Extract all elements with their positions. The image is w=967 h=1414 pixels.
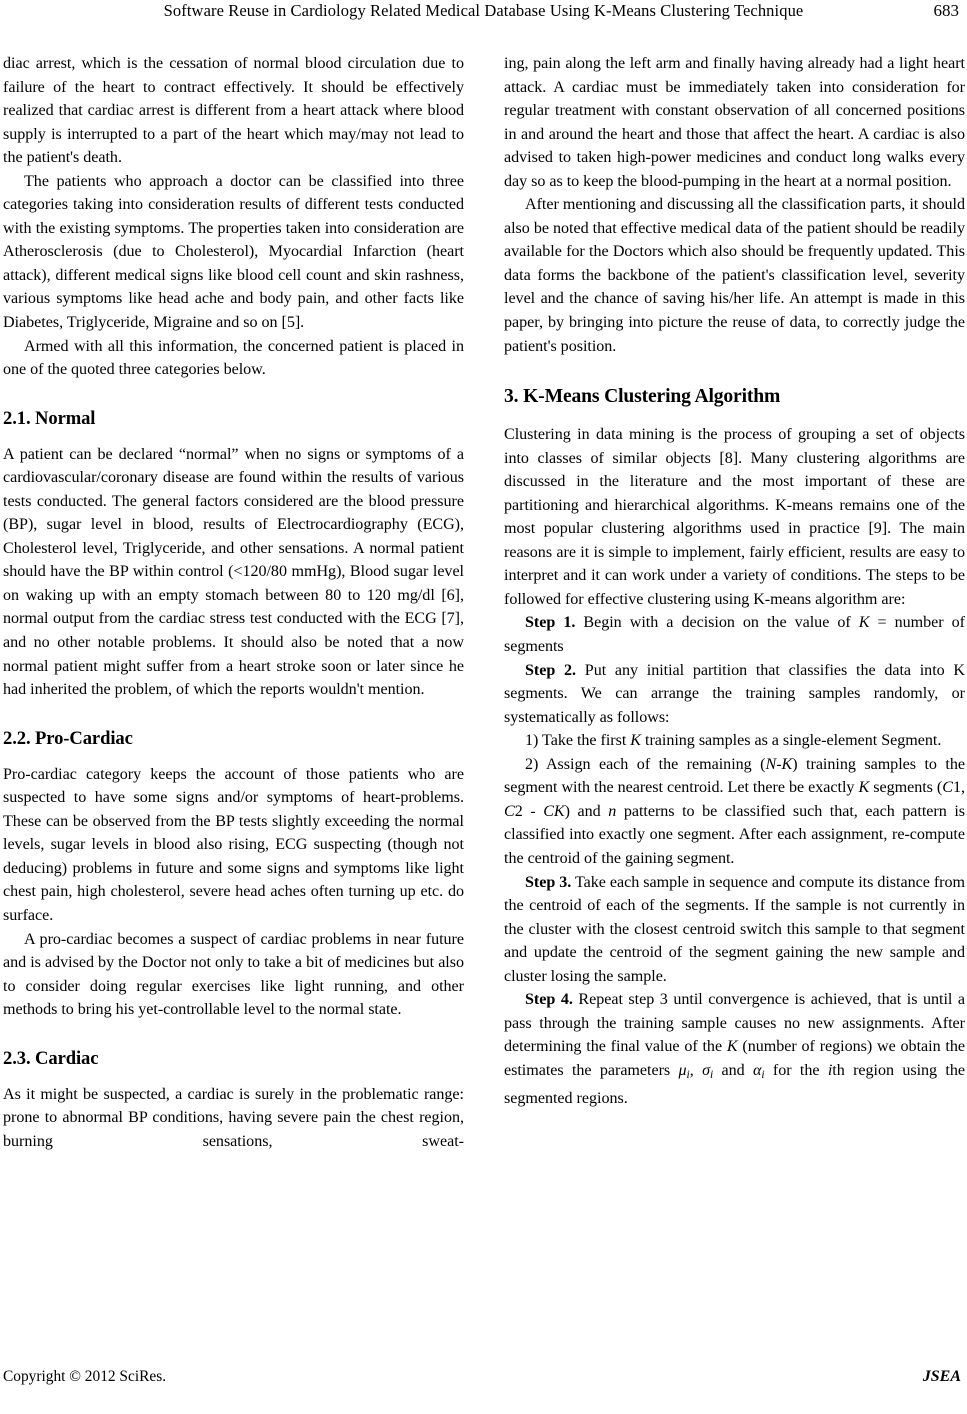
spacer <box>504 358 965 385</box>
paragraph-cardiac-continued: ing, pain along the left arm and finally having already had a light heart attack. A cardiac must be immediately taken into consideration for regular treatment with constant observation of all concerned positions in and around the heart and those that affect the heart. A cardiac is also advised to taken high-power medicines and conduct long walks every day so as to keep the blood-pumping in the heart at a normal position. <box>504 55 965 190</box>
paragraph-cardiac-description: As it might be suspected, a cardiac is surely in the problematic range: prone to abnormal BP conditions, having severe pain the chest region, burning sensations, sweat- <box>3 1085 464 1150</box>
paragraph-step-3 <box>504 871 965 989</box>
paragraph-step-4 <box>504 988 965 1110</box>
step-1-text-b: = number of segments <box>504 614 966 656</box>
left-column <box>3 52 464 1177</box>
step-4-subscript-i-3: i <box>761 1068 765 1082</box>
paragraph-step-1 <box>504 611 965 658</box>
paragraph-cardiac-arrest-continued: diac arrest, which is the cessation of normal blood circulation due to failure of the heart to contract effectively. It should be effectively realized that cardiac arrest is different from a heart attack where blood supply is interrupted to a part of the heart which may/may not lead to the patient's death. <box>3 55 464 167</box>
spacer <box>504 409 965 423</box>
step-2-text: Put any initial partition that classifies the data into K segments. We can arrange the training samples randomly, or systematically as follows: <box>504 661 965 726</box>
step-4-subscript-i-2: i <box>709 1068 714 1082</box>
step-3-text: Take each sample in sequence and compute its distance from the centroid of each of the segments. If the sample is not currently in the cluster with the closest centroid switch this sample to that segment and update the centroid of the segment gaining the new sample and cluster losing the sample. <box>504 873 965 985</box>
spacer <box>3 750 464 763</box>
right-column <box>504 52 965 1177</box>
step-1-variable-k: K <box>858 614 870 632</box>
step-4-symbol-sigma: σ <box>702 1061 710 1079</box>
paragraph-armed-with-information: Armed with all this information, the concerned patient is placed in one of the quoted three categories below. <box>3 337 464 379</box>
paragraph-clustering-intro: Clustering in data mining is the process of grouping a set of objects into classes of similar objects [8]. Many clustering algorithms are discussed in the literature and the most important of these are partitioning and hierarchical algorithms. K-means remains one of the most popular clustering algorithms used in practice [9]. The main reasons are it is simple to implement, fairly efficient, results are easy to interpret and it can work under a variety of conditions. The steps to be followed for effective clustering using K-means algorithm are: <box>504 426 965 608</box>
spacer <box>3 1022 464 1047</box>
step-4-text-c: for the <box>764 1061 828 1079</box>
heading-2-2-pro-cardiac: 2.2. Pro-Cardiac <box>3 727 133 749</box>
paragraph-pro-cardiac-description: Pro-cardiac category keeps the account of those patients who are suspected to have some signs and/or symptoms of heart-problems. These can be observed from the BP tests slightly exceeding the normal levels, sugar levels in blood also rising, ECG suspecting (though not deducing) problems in future and some signs and symptoms like light chest pain, high cholesterol, severe head aches often turning up etc. do surface. <box>3 765 464 924</box>
substep-2-text-c: segments ( <box>869 779 943 797</box>
substep-2-text-a: 2) Assign each of the remaining ( <box>525 755 766 773</box>
heading-2-3-cardiac: 2.3. Cardiac <box>3 1047 99 1069</box>
spacer <box>3 1070 464 1083</box>
paragraph-step-2 <box>504 659 965 730</box>
step-4-text-a: Repeat step 3 until convergence is achieved, that is until a pass through the training sample causes no new assignments. After determining the final value of the <box>504 991 965 1056</box>
paragraph-substep-2 <box>504 753 965 871</box>
step-2-label: Step 2. <box>525 661 577 679</box>
running-head-title: Software Reuse in Cardiology Related Medical Database Using K-Means Clustering Technique <box>163 1 804 20</box>
paragraph-pro-cardiac-advice: A pro-cardiac becomes a suspect of cardiac problems in near future and is advised by the Doctor not only to take a bit of medicines but also to consider doing regular exercises like light running, and other methods to bring his yet-controllable level to the normal state. <box>3 930 464 1019</box>
step-4-conjunction: and <box>713 1061 753 1079</box>
substep-2-variable-ck: CK <box>543 802 565 820</box>
step-4-text-b: (number of regions) we obtain the estimates the parameters <box>504 1038 965 1079</box>
substep-1-variable-k: K <box>630 732 642 750</box>
step-4-variable-k: K <box>726 1038 738 1056</box>
paragraph-normal-description: A patient can be declared “normal” when no signs or symptoms of a cardiovascular/coronary disease are found within the results of various tests conducted. The general factors considered are the blood pressure (BP), sugar level in blood, results of Electrocardiography (ECG), Cholesterol level, Triglyceride, and other sensations. A normal patient should have the BP within control (<120/80 mmHg), Blood sugar level on waking up with an empty stomach between 80 to 120 mg/dl [6], normal output from the cardiac stress test conducted with the ECG [7], and no other notable problems. It should also be noted that a now normal patient might suffer from a heart stroke soon or later since he had inherited the problem, of which the reports wouldn't mention. <box>3 445 464 699</box>
substep-1-text-a: 1) Take the first <box>525 732 631 750</box>
page-footer <box>3 1368 961 1386</box>
substep-2-text-g: patterns to be classified such that, each pattern is classified into exactly one segment. After each assignment, re-compute the centroid of the gaining segment. <box>504 802 965 867</box>
journal-abbreviation: JSEA <box>922 1368 961 1385</box>
paragraph-substep-1 <box>504 729 965 753</box>
substep-2-text-b: ) training samples to the segment with the nearest centroid. Let there be exactly <box>504 755 965 797</box>
paragraph-after-mentioning: After mentioning and discussing all the classification parts, it should also be noted that effective medical data of the patient should be readily available for the Doctors which also should be frequently updated. This data forms the backbone of the patient's classification level, severity level and the chance of saving his/her life. An attempt is made in this paper, by bringing into picture the reuse of data, to correctly judge the patient's position. <box>504 196 965 355</box>
step-1-text-a: Begin with a decision on the value of <box>575 614 859 632</box>
paragraph-patient-categories: The patients who approach a doctor can be classified into three categories taking into consideration results of different tests conducted with the existing symptoms. The properties taken into consideration are Atherosclerosis (due to Cholesterol), Myocardial Infarction (heart attack), different medical signs like blood cell count and skin rashness, various symptoms like head ache and body pain, and other facts like Diabetes, Triglyceride, Migraine and so on [5]. <box>3 172 464 332</box>
body-columns <box>3 52 964 1177</box>
step-3-label: Step 3. <box>525 873 572 891</box>
substep-2-variable-n: n <box>608 802 617 820</box>
copyright-notice: Copyright © 2012 SciRes. <box>3 1368 167 1385</box>
spacer <box>3 430 464 443</box>
step-4-subscript-i-1: i <box>686 1068 690 1082</box>
heading-2-1-normal: 2.1. Normal <box>3 407 96 429</box>
spacer <box>3 382 464 407</box>
substep-2-text-d: 1, <box>952 779 965 797</box>
step-4-comma: , <box>689 1061 703 1079</box>
step-1-label: Step 1. <box>525 614 576 632</box>
substep-2-variable-c2: C <box>504 802 515 820</box>
step-4-text-d: th region using the segmented regions. <box>504 1061 965 1107</box>
substep-2-variable-n-minus-k: N-K <box>765 755 793 773</box>
step-4-label: Step 4. <box>525 991 573 1009</box>
substep-1-text-b: training samples as a single-element Segment. <box>641 732 942 750</box>
substep-2-variable-c1: C <box>942 779 953 797</box>
step-4-symbol-mu: μ <box>678 1061 687 1079</box>
step-4-variable-i: i <box>827 1061 833 1079</box>
substep-2-text-e: 2 - <box>514 802 544 820</box>
substep-2-text-f: ) and <box>564 802 609 820</box>
page-number: 683 <box>933 1 959 20</box>
step-4-symbol-alpha: α <box>752 1061 762 1079</box>
heading-3-kmeans-clustering-algorithm: 3. K-Means Clustering Algorithm <box>504 386 781 408</box>
substep-2-variable-k: K <box>858 779 870 797</box>
running-head <box>0 0 967 34</box>
spacer <box>3 702 464 727</box>
